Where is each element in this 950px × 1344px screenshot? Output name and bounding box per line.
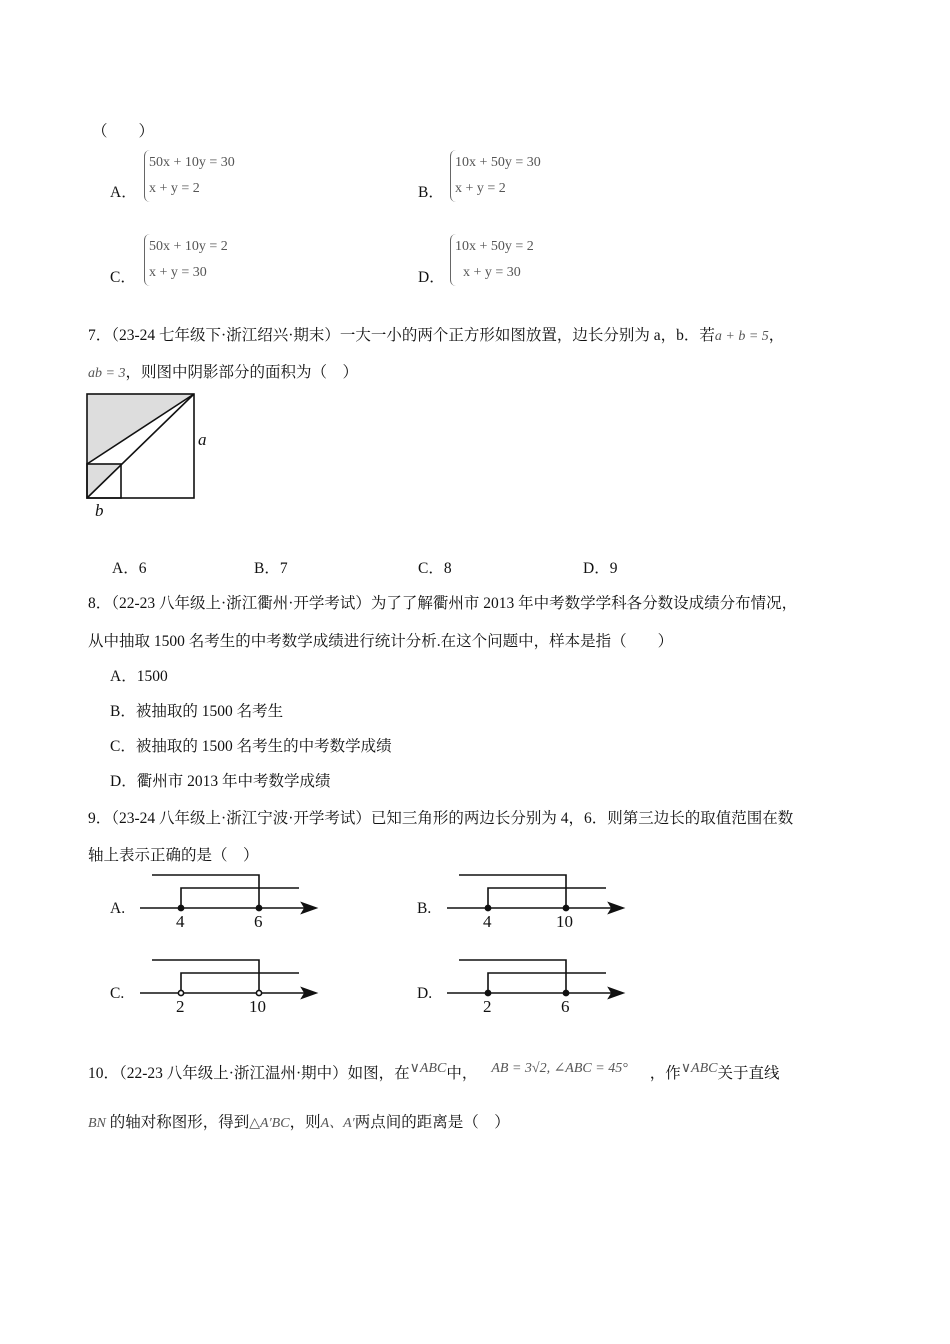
- question-8-text: 8．（22-23 八年级上·浙江衢州·开学考试）为了了解衢州市 2013 年中考数学学科各分数设成绩分布情况，: [88, 595, 798, 612]
- math: BN: [88, 1116, 106, 1131]
- closed-point: [178, 905, 183, 910]
- option-d: D．衢州市 2013 年中考数学成绩: [110, 773, 331, 790]
- option-label: D.: [417, 985, 433, 1002]
- option-c: C．8: [418, 560, 452, 577]
- question-10-text-2: [88, 1110, 510, 1132]
- closed-point: [256, 905, 261, 910]
- open-point: [256, 990, 261, 995]
- math: AB = 3√2, ∠ABC = 45°: [491, 1061, 628, 1076]
- upper-range-line: [152, 875, 259, 908]
- tick-label: 10: [249, 997, 266, 1016]
- text: 关于直线: [717, 1065, 780, 1083]
- math: ab = 3: [88, 366, 126, 381]
- tick-label: 10: [556, 912, 573, 931]
- equation: x + y = 30: [149, 265, 207, 280]
- math: A、A′: [320, 1116, 355, 1131]
- option-b: B．7: [254, 560, 288, 577]
- arrow-icon: [302, 903, 316, 913]
- upper-range-line: [459, 960, 566, 993]
- option-label: B.: [417, 900, 432, 917]
- open-point: [178, 990, 183, 995]
- tick-label: 2: [483, 997, 492, 1016]
- equation: x + y = 2: [455, 181, 506, 196]
- question-9-text-2: 轴上表示正确的是（ ）: [88, 847, 259, 864]
- option-b: B．被抽取的 1500 名考生: [110, 703, 284, 720]
- option-d: D．9: [583, 560, 618, 577]
- equation: 10x + 50y = 30: [455, 155, 541, 170]
- option-label: A.: [110, 900, 126, 917]
- text: ，则: [289, 1114, 321, 1131]
- arrow-icon: [609, 988, 623, 998]
- text: ，则图中阴影部分的面积为（ ）: [125, 364, 358, 381]
- text: 10．（22-23 八年级上·浙江温州·期中）如图，在: [88, 1065, 410, 1083]
- equation: 50x + 10y = 2: [149, 239, 228, 254]
- question-9-text: 9．（23-24 八年级上·浙江宁波·开学考试）已知三角形的两边长分别为 4，6．则第三边长的取值范围在数: [88, 810, 794, 827]
- math: ∨ABC: [680, 1061, 718, 1076]
- option-label: C.: [110, 985, 125, 1002]
- math: a + b = 5: [714, 329, 769, 344]
- text: 7．（23-24 七年级下·浙江绍兴·期末）一大一小的两个正方形如图放置，边长分别为 a，b．若: [88, 327, 715, 344]
- upper-range-line: [459, 875, 566, 908]
- answer-bracket: （ ）: [92, 123, 155, 140]
- side-label-a: a: [198, 430, 207, 449]
- closed-point: [485, 905, 490, 910]
- tick-label: 4: [176, 912, 185, 931]
- closed-point: [563, 990, 568, 995]
- equation: x + y = 30: [463, 265, 521, 280]
- lower-range-line: [488, 888, 606, 908]
- option-label: B．: [418, 184, 444, 201]
- tick-label: 6: [561, 997, 570, 1016]
- equation: 10x + 50y = 2: [455, 239, 534, 254]
- math: ∨ABC: [409, 1061, 447, 1076]
- lower-range-line: [488, 973, 606, 993]
- upper-range-line: [152, 960, 259, 993]
- text: ，作: [649, 1065, 681, 1083]
- text: ，: [768, 327, 785, 344]
- lower-range-line: [181, 973, 299, 993]
- option-label: A．: [110, 184, 137, 201]
- math: △A′BC: [249, 1116, 290, 1131]
- tick-label: 4: [483, 912, 492, 931]
- text: 的轴对称图形，得到: [109, 1114, 250, 1131]
- tick-label: 2: [176, 997, 185, 1016]
- option-label: D．: [418, 269, 445, 286]
- option-a: A．1500: [110, 668, 168, 685]
- squares-figure: [87, 394, 194, 498]
- closed-point: [485, 990, 490, 995]
- text: 两点间的距离是（ ）: [354, 1114, 510, 1131]
- equation: x + y = 2: [149, 181, 200, 196]
- closed-point: [563, 905, 568, 910]
- arrow-icon: [609, 903, 623, 913]
- equation: 50x + 10y = 30: [149, 155, 235, 170]
- lower-range-line: [181, 888, 299, 908]
- option-label: C．: [110, 269, 136, 286]
- tick-label: 6: [254, 912, 263, 931]
- arrow-icon: [302, 988, 316, 998]
- side-label-b: b: [95, 501, 104, 520]
- question-10-text: [88, 1060, 780, 1083]
- option-c: C．被抽取的 1500 名考生的中考数学成绩: [110, 738, 392, 755]
- text: 中，: [446, 1065, 478, 1083]
- option-a: A．6: [112, 560, 147, 577]
- question-8-text-2: 从中抽取 1500 名考生的中考数学成绩进行统计分析.在这个问题中，样本是指（ ）: [88, 633, 674, 650]
